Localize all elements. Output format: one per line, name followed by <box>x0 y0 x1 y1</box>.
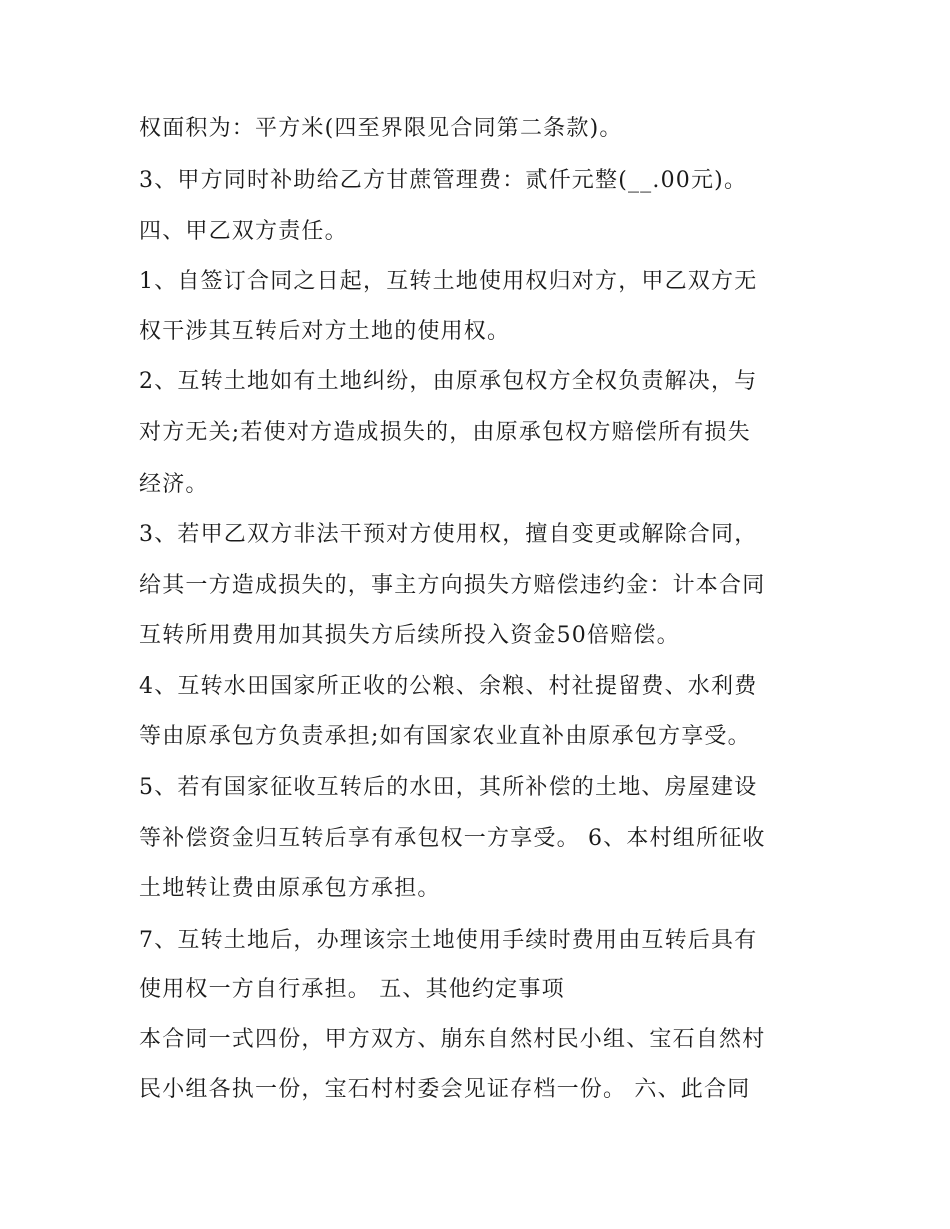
text-line: 3、甲方同时补助给乙方甘蔗管理费：贰仟元整(__.00元)。 <box>139 168 748 193</box>
text-line: 3、若甲乙双方非法干预对方使用权，擅自变更或解除合同， <box>139 522 758 547</box>
text-line: 民小组各执一份，宝石村村委会见证存档一份。 六、此合同 <box>139 1077 751 1102</box>
text-line: 对方无关;若使对方造成损失的，由原承包权方赔偿所有损失 <box>139 420 751 445</box>
text-line: 互转所用费用加其损失方后续所投入资金50倍赔偿。 <box>139 623 680 648</box>
text-line: 使用权一方自行承担。 五、其他约定事项 <box>139 977 565 1002</box>
text-line: 经济。 <box>139 472 209 497</box>
text-line: 4、互转水田国家所正收的公粮、余粮、村社提留费、水利费 <box>139 674 758 699</box>
text-line: 给其一方造成损失的，事主方向损失方赔偿违约金：计本合同 <box>139 573 766 598</box>
text-line: 2、互转土地如有土地纠纷，由原承包权方全权负责解决，与 <box>139 369 758 394</box>
section-heading: 四、甲乙双方责任。 <box>139 219 348 244</box>
text-line: 土地转让费由原承包方承担。 <box>139 876 441 901</box>
text-line: 本合同一式四份，甲方双方、崩东自然村民小组、宝石自然村 <box>139 1027 766 1052</box>
text-line: 权面积为：平方米(四至界限见合同第二条款)。 <box>139 116 623 141</box>
text-line: 权干涉其互转后对方土地的使用权。 <box>139 319 511 344</box>
text-line: 等补偿资金归互转后享有承包权一方享受。 6、本村组所征收 <box>139 826 766 851</box>
text-line: 7、互转土地后，办理该宗土地使用手续时费用由互转后具有 <box>139 928 758 953</box>
text-line: 1、自签订合同之日起，互转土地使用权归对方，甲乙双方无 <box>139 269 758 294</box>
text-line: 等由原承包方负责承担;如有国家农业直补由原承包方享受。 <box>139 724 751 749</box>
text-line: 5、若有国家征收互转后的水田，其所补偿的土地、房屋建设 <box>139 775 758 800</box>
